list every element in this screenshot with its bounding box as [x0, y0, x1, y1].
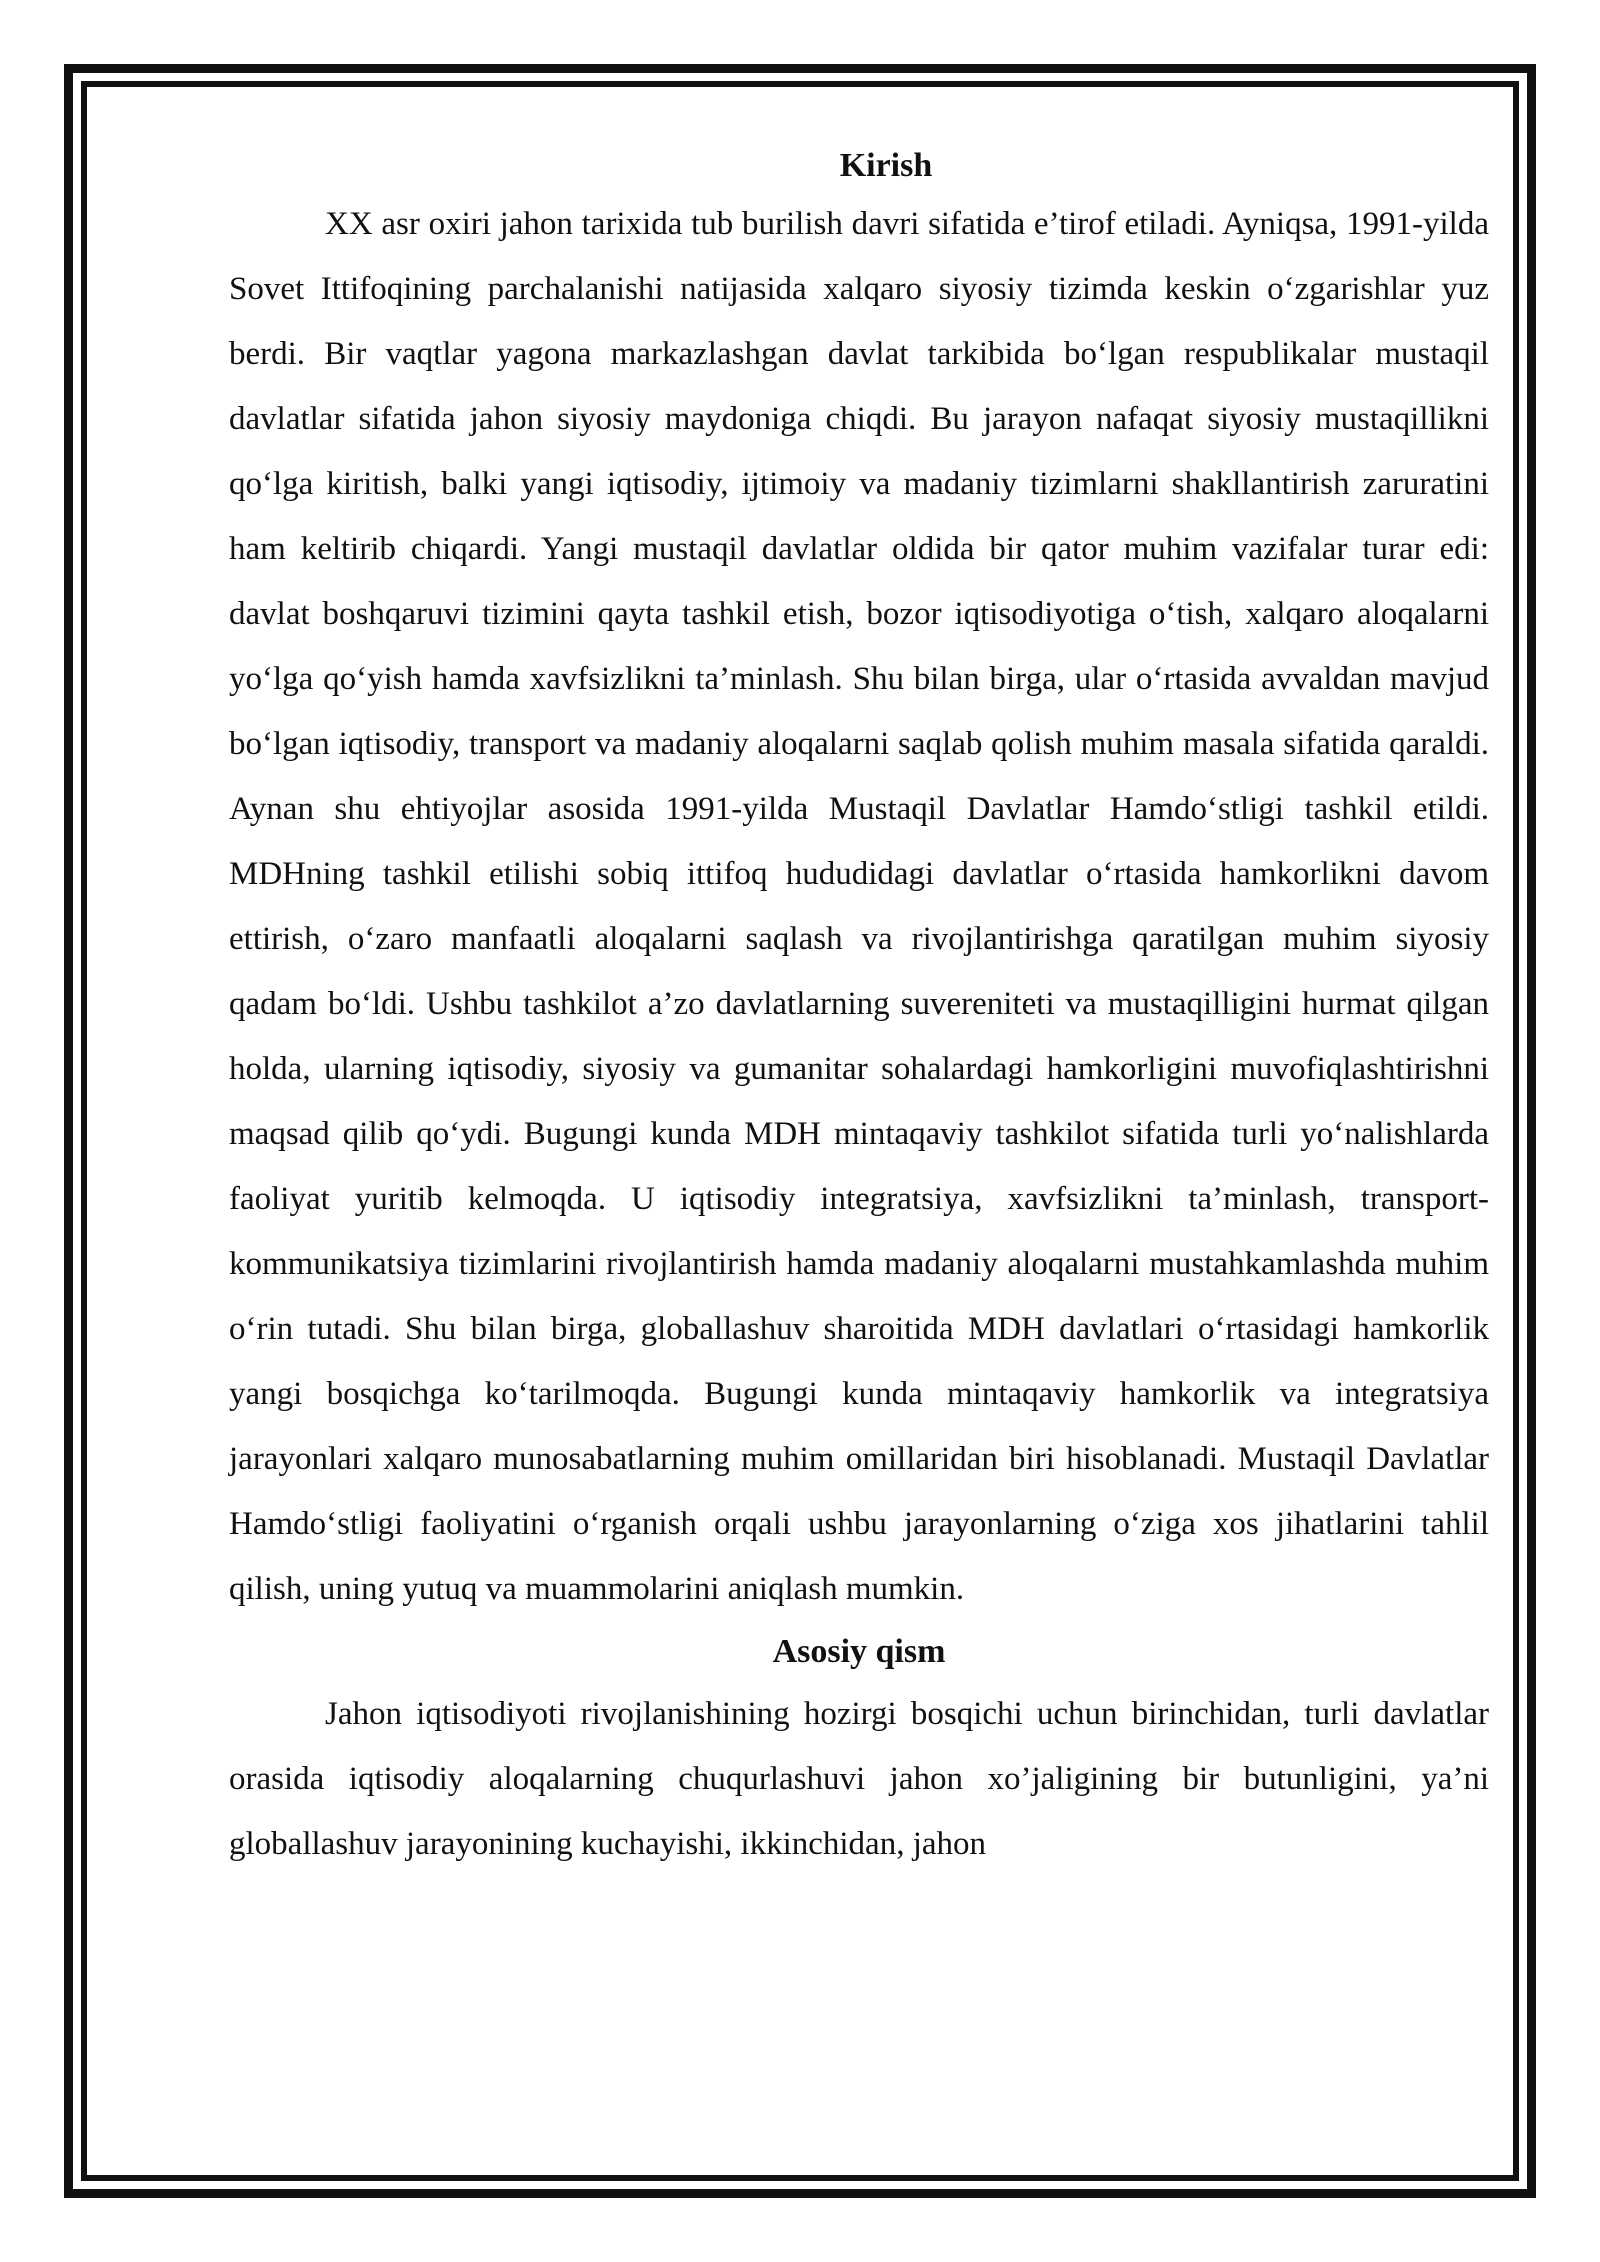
document-body: [229, 145, 1489, 1877]
intro-paragraph: XX asr oxiri jahon tarixida tub burilish davri sifatida e’tirof etiladi. Ayniqsa, 1991-yilda Sovet Ittifoqining parchalanishi natijasida xalqaro siyosiy tizimda keskin o‘zgarishlar yuz berdi. Bir vaqtlar yagona markazlashgan davlat tarkibida bo‘lgan respublikalar mustaqil davlatlar sifatida jahon siyosiy maydoniga chiqdi. Bu jarayon nafaqat siyosiy mustaqillikni qo‘lga kiritish, balki yangi iqtisodiy, ijtimoiy va madaniy tizimlarni shakllantirish zaruratini ham keltirib chiqardi. Yangi mustaqil davlatlar oldida bir qator muhim vazifalar turar edi: davlat boshqaruvi tizimini qayta tashkil etish, bozor iqtisodiyotiga o‘tish, xalqaro aloqalarni yo‘lga qo‘yish hamda xavfsizlikni ta’minlash. Shu bilan birga, ular o‘rtasida avvaldan mavjud bo‘lgan iqtisodiy, transport va madaniy aloqalarni saqlab qolish muhim masala sifatida qaraldi. Aynan shu ehtiyojlar asosida 1991-yilda Mustaqil Davlatlar Hamdo‘stligi tashkil etildi. MDHning tashkil etilishi sobiq ittifoq hududidagi davlatlar o‘rtasida hamkorlikni davom ettirish, o‘zaro manfaatli aloqalarni saqlash va rivojlantirishga qaratilgan muhim siyosiy qadam bo‘ldi. Ushbu tashkilot a’zo davlatlarning suvereniteti va mustaqilligini hurmat qilgan holda, ularning iqtisodiy, siyosiy va gumanitar sohalardagi hamkorligini muvofiqlashtirishni maqsad qilib qo‘ydi. Bugungi kunda MDH mintaqaviy tashkilot sifatida turli yo‘nalishlarda faoliyat yuritib kelmoqda. U iqtisodiy integratsiya, xavfsizlikni ta’minlash, transport-kommunikatsiya tizimlarini rivojlantirish hamda madaniy aloqalarni mustahkamlashda muhim o‘rin tutadi. Shu bilan birga, globallashuv sharoitida MDH davlatlari o‘rtasidagi hamkorlik yangi bosqichga ko‘tarilmoqda. Bugungi kunda mintaqaviy hamkorlik va integratsiya jarayonlari xalqaro munosabatlarning muhim omillaridan biri hisoblanadi. Mustaqil Davlatlar Hamdo‘stligi faoliyatini o‘rganish orqali ushbu jarayonlarning o‘ziga xos jihatlarini tahlil qilish, uning yutuq va muammolarini aniqlash mumkin.: [229, 206, 1489, 1607]
section-heading-asosiy-qism: Asosiy qism: [772, 1633, 946, 1670]
section-heading-kirish: Kirish: [839, 147, 933, 184]
main-paragraph: Jahon iqtisodiyoti rivojlanishining hozirgi bosqichi uchun birinchidan, turli davlatlar orasida iqtisodiy aloqalarning chuqurlashuvi jahon xo’jaligining bir butunligini, ya’ni globallashuv jarayonining kuchayishi, ikkinchidan, jahon: [229, 1696, 1489, 1862]
